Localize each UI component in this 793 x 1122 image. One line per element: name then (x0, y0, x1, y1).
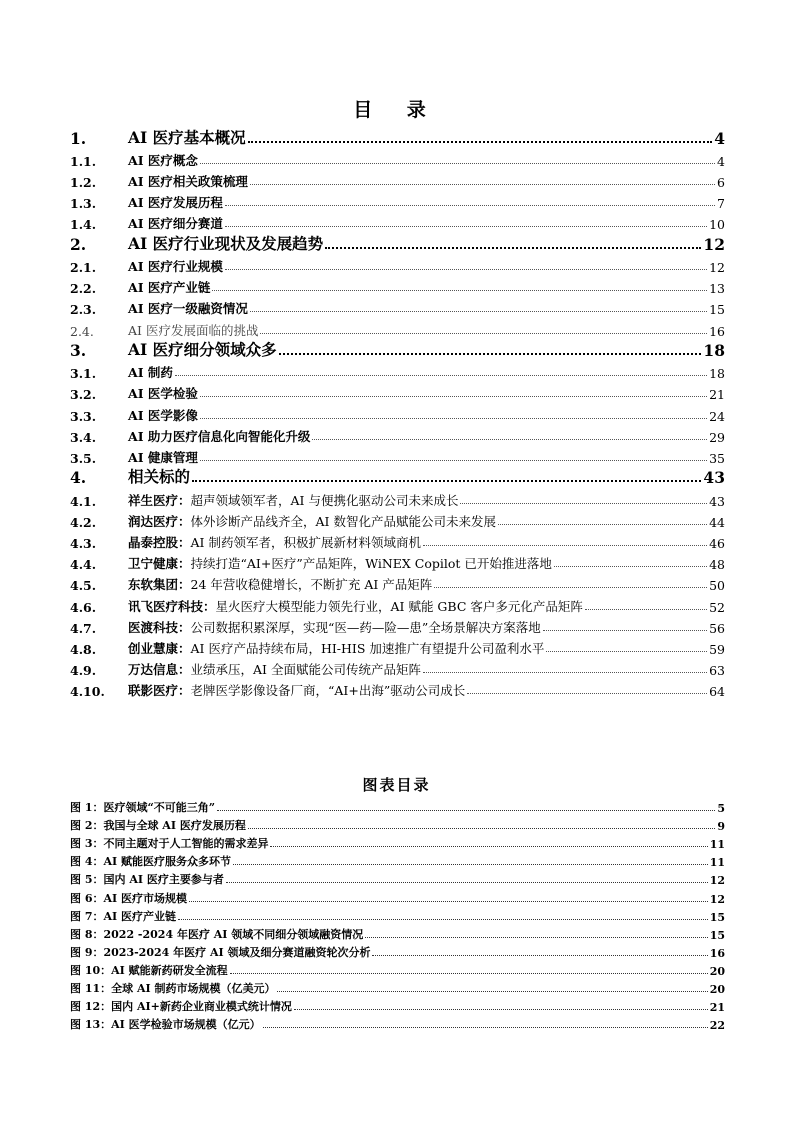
toc-entry[interactable] (70, 424, 725, 445)
dot-leader (212, 290, 707, 291)
figure-entry-page: 15 (709, 928, 725, 942)
toc-entry-page: 24 (709, 408, 725, 424)
figure-entry-title: 图 6：AI 医疗市场规模 (70, 891, 187, 905)
toc-entry-page: 59 (709, 641, 725, 657)
figure-entry-page: 9 (717, 820, 725, 834)
toc-entry-company: 东软集团： (128, 577, 191, 593)
dot-leader (250, 184, 715, 185)
toc-entry-page: 18 (709, 366, 725, 382)
toc-entry[interactable] (70, 678, 725, 699)
dot-leader (498, 524, 707, 525)
toc-entry-number: 4.6. (70, 599, 97, 615)
toc-entry-company: 卫宁健康： (128, 556, 191, 572)
dot-leader (200, 418, 707, 419)
toc-entry-number: 4. (70, 468, 87, 488)
toc-entry-number: 3.1. (70, 366, 97, 382)
toc-entry-page: 15 (709, 302, 725, 318)
dot-leader (294, 1009, 708, 1010)
toc-entry-page: 48 (709, 557, 725, 573)
figure-entry-page: 20 (709, 964, 725, 978)
toc-entry[interactable] (70, 445, 725, 466)
dot-leader (423, 672, 707, 673)
toc-entry-page: 16 (709, 323, 725, 339)
toc-entry-company: 创业慧康： (128, 640, 191, 656)
toc-entry[interactable] (70, 317, 725, 338)
toc-entry[interactable] (70, 636, 725, 657)
toc-entry-title: AI 医学影像 (128, 407, 198, 423)
toc-entry-number: 2. (70, 234, 87, 254)
figure-entry[interactable] (70, 815, 725, 833)
figure-entry[interactable] (70, 996, 725, 1014)
figure-entry-page: 15 (709, 910, 725, 924)
toc-entry-title (128, 639, 544, 657)
toc-entry[interactable] (70, 232, 725, 254)
figure-entry-page: 12 (709, 874, 725, 888)
toc-entry[interactable] (70, 402, 725, 423)
toc-entry-number: 4.5. (70, 578, 97, 594)
toc-entry-number: 1.1. (70, 153, 97, 169)
toc-entry-title (128, 554, 552, 572)
toc-entry-title: AI 医疗产业链 (128, 280, 211, 296)
toc-entry-title: AI 医疗概念 (128, 152, 198, 168)
dot-leader (460, 503, 707, 504)
figure-entry-page: 21 (709, 1001, 725, 1015)
dot-leader (250, 311, 707, 312)
toc-entry[interactable] (70, 339, 725, 361)
toc-entry[interactable] (70, 275, 725, 296)
toc-entry-number: 4.8. (70, 641, 97, 657)
toc-entry-company: 讯飞医疗科技： (128, 598, 216, 614)
toc-entry-description: 业绩承压，AI 全面赋能公司传统产品矩阵 (190, 662, 421, 678)
toc-entry-number: 3. (70, 341, 87, 360)
toc-entry[interactable] (70, 572, 725, 593)
toc-entry-page: 52 (709, 599, 725, 615)
toc-entry-number: 4.2. (70, 514, 97, 530)
toc-entry-page: 7 (717, 196, 725, 212)
toc-entry-description: 24 年营收稳健增长，不断扩充 AI 产品矩阵 (190, 577, 433, 593)
dot-leader (365, 937, 707, 938)
figure-entry-title: 图 4：AI 赋能医疗服务众多环节 (70, 855, 231, 869)
toc-entry-page: 56 (709, 620, 725, 636)
toc-entry-description: 星火医疗大模型能力领先行业，AI 赋能 GBC 客户多元化产品矩阵 (215, 598, 583, 614)
figure-index-list (70, 797, 725, 1032)
toc-entry-title: AI 医疗细分赛道 (128, 216, 223, 232)
dot-leader (260, 333, 707, 334)
figure-entry-page: 11 (709, 856, 725, 870)
toc-entry-page: 12 (703, 234, 725, 254)
toc-entry[interactable] (70, 126, 725, 148)
toc-entry-title: AI 医疗细分领域众多 (128, 340, 277, 359)
figure-entry-page: 12 (709, 892, 725, 906)
toc-entry-page: 29 (709, 429, 725, 445)
dot-leader (546, 651, 707, 652)
toc-entry[interactable] (70, 615, 725, 636)
figure-entry[interactable] (70, 833, 725, 851)
toc-entry-title: AI 医疗基本概况 (128, 127, 246, 147)
toc-entry-title: AI 医学检验 (128, 386, 198, 402)
figure-entry-title: 图 11：全球 AI 制药市场规模（亿美元） (70, 982, 276, 996)
toc-entry-number: 4.10. (70, 684, 105, 700)
toc-entry-title (128, 512, 496, 530)
toc-entry-description: 超声领域领军者，AI 与便携化驱动公司未来成长 (190, 492, 459, 508)
toc-entry-title: AI 医疗行业规模 (128, 258, 223, 274)
figure-entry[interactable] (70, 924, 725, 942)
toc-entry-title (128, 681, 465, 699)
figure-entry-page: 20 (709, 983, 725, 997)
toc-entry-page: 50 (709, 578, 725, 594)
dot-leader (226, 882, 708, 883)
toc-entry-description: 持续打造“AI+医疗”产品矩阵，WiNEX Copilot 已开始推进落地 (190, 556, 552, 572)
toc-entry-page: 13 (709, 281, 725, 297)
toc-entry-number: 4.4. (70, 557, 97, 573)
toc-entry-company: 祥生医疗： (128, 492, 191, 508)
figure-entry-title: 图 10：AI 赋能新药研发全流程 (70, 963, 228, 977)
dot-leader (225, 269, 707, 270)
toc-entry-number: 3.5. (70, 450, 97, 466)
dot-leader (434, 587, 707, 588)
figure-entry-title: 图 12：国内 AI+新药企业商业模式统计情况 (70, 1000, 292, 1014)
toc-entry[interactable] (70, 466, 725, 488)
toc-entry-number: 1.4. (70, 217, 97, 233)
figure-entry[interactable] (70, 869, 725, 887)
toc-entry-company: 联影医疗： (128, 683, 191, 699)
figure-entry-title: 图 3：不同主题对于人工智能的需求差异 (70, 837, 269, 851)
figure-entry-title: 图 9：2023-2024 年医疗 AI 领域及细分赛道融资轮次分析 (70, 945, 371, 959)
figure-entry[interactable] (70, 960, 725, 978)
toc-entry-title: AI 医疗发展历程 (128, 195, 223, 211)
toc-entry-page: 44 (709, 514, 725, 530)
dot-leader (233, 864, 708, 865)
toc-entry-title: AI 助力医疗信息化向智能化升级 (128, 428, 311, 444)
dot-leader (554, 566, 707, 567)
figure-entry-title: 图 1：医疗领域“不可能三角” (70, 801, 216, 815)
toc-entry[interactable] (70, 254, 725, 275)
dot-leader (372, 955, 707, 956)
toc-entry-number: 1.3. (70, 196, 97, 212)
dot-leader (248, 141, 713, 143)
toc-entry-page: 43 (703, 468, 725, 488)
toc-entry-description: AI 制药领军者，积极扩展新材料领域商机 (190, 535, 421, 550)
toc-entry-title: AI 医疗发展面临的挑战 (128, 322, 259, 338)
dot-leader (225, 226, 707, 227)
toc-entry-title (128, 660, 421, 678)
dot-leader (200, 460, 707, 461)
toc-entry-page: 4 (714, 128, 725, 148)
toc-entry[interactable] (70, 509, 725, 530)
figure-entry-page: 5 (717, 802, 725, 816)
toc-entry-title (128, 575, 432, 593)
toc-entry-company: 晶泰控股： (128, 535, 191, 550)
dot-leader (325, 247, 701, 249)
toc-entry[interactable] (70, 211, 725, 232)
toc-entry-title: AI 制药 (128, 365, 173, 381)
toc-entry-page: 63 (709, 663, 725, 679)
toc-entry[interactable] (70, 657, 725, 678)
toc-entry-description: AI 医疗产品持续布局，HI-HIS 加速推广有望提升公司盈利水平 (190, 640, 545, 656)
toc-entry-number: 3.3. (70, 408, 97, 424)
toc-entry[interactable] (70, 360, 725, 381)
toc-entry[interactable] (70, 148, 725, 169)
dot-leader (217, 810, 715, 811)
toc-entry[interactable] (70, 169, 725, 190)
toc-entry-number: 4.9. (70, 663, 97, 679)
figure-entry[interactable] (70, 942, 725, 960)
toc-entry-page: 18 (703, 341, 725, 360)
figure-index-title: 图表目录 (362, 776, 431, 794)
dot-leader (277, 991, 707, 992)
toc-entry-title: 相关标的 (128, 467, 191, 487)
dot-leader (200, 396, 707, 397)
toc-entry-description: 公司数据积累深厚，实现“医—药—险—患”全场景解决方案落地 (190, 619, 541, 635)
figure-entry-page: 16 (709, 946, 725, 960)
toc-entry-page: 10 (709, 217, 725, 233)
toc-entry-number: 1.2. (70, 174, 97, 190)
toc-entry-number: 2.1. (70, 259, 97, 275)
dot-leader (230, 973, 708, 974)
toc-entry[interactable] (70, 593, 725, 614)
figure-entry[interactable] (70, 851, 725, 869)
toc-entry-number: 1. (70, 128, 87, 148)
toc-entry-number: 2.2. (70, 281, 97, 297)
figure-entry-title: 图 5：国内 AI 医疗主要参与者 (70, 873, 224, 887)
toc-entry-page: 6 (717, 174, 725, 190)
toc-entry-number: 4.3. (70, 536, 97, 551)
toc-entry-title: AI 医疗行业现状及发展趋势 (128, 233, 324, 253)
toc-entry-title: AI 健康管理 (128, 449, 198, 465)
toc-entry-page: 43 (709, 493, 725, 509)
figure-entry[interactable] (70, 906, 725, 924)
toc-entry-title (128, 533, 421, 551)
toc-entry-title (128, 618, 541, 636)
figure-entry[interactable] (70, 797, 725, 815)
dot-leader (312, 439, 707, 440)
dot-leader (225, 205, 715, 206)
toc-entry[interactable] (70, 381, 725, 402)
figure-entry-title: 图 8：2022 -2024 年医疗 AI 领域不同细分领域融资情况 (70, 927, 364, 941)
dot-leader (467, 693, 707, 694)
dot-leader (248, 828, 716, 829)
dot-leader (200, 163, 715, 164)
toc-entry-page: 35 (709, 450, 725, 466)
toc-entry-company: 医渡科技： (128, 619, 191, 635)
toc-entry-title (128, 491, 458, 509)
figure-entry-page: 11 (709, 838, 725, 852)
dot-leader (270, 846, 707, 847)
toc-entry[interactable] (70, 296, 725, 317)
toc-entry[interactable] (70, 551, 725, 572)
toc-entry-description: 体外诊断产品线齐全，AI 数智化产品赋能公司未来发展 (190, 513, 496, 529)
dot-leader (279, 353, 702, 355)
toc-entry-number: 4.1. (70, 493, 97, 509)
dot-leader (189, 901, 708, 902)
toc-entry-page: 12 (709, 259, 725, 275)
toc-entry-page: 21 (709, 387, 725, 403)
figure-entry-title: 图 7：AI 医疗产业链 (70, 909, 176, 923)
toc-entry[interactable] (70, 530, 725, 551)
toc-title: 目 录 (353, 99, 440, 121)
figure-entry[interactable] (70, 887, 725, 905)
figure-entry[interactable] (70, 1014, 725, 1032)
toc-entry-page: 64 (709, 684, 725, 700)
toc-entry-page: 4 (717, 153, 725, 169)
toc-list (70, 126, 725, 699)
dot-leader (192, 480, 701, 482)
toc-entry-number: 2.3. (70, 302, 97, 318)
dot-leader (175, 375, 707, 376)
figure-entry-title: 图 2：我国与全球 AI 医疗发展历程 (70, 819, 246, 833)
toc-entry[interactable] (70, 487, 725, 508)
toc-entry-title (128, 597, 583, 615)
toc-entry-company: 万达信息： (128, 662, 191, 678)
toc-entry-number: 3.4. (70, 429, 97, 445)
toc-entry-title: AI 医疗一级融资情况 (128, 301, 248, 317)
dot-leader (178, 919, 708, 920)
toc-entry-number: 3.2. (70, 387, 97, 403)
toc-entry-number: 4.7. (70, 620, 97, 636)
toc-entry-description: 老牌医学影像设备厂商，“AI+出海”驱动公司成长 (190, 683, 466, 699)
toc-entry-company: 润达医疗： (128, 513, 191, 529)
figure-entry-title: 图 13：AI 医学检验市场规模（亿元） (70, 1018, 261, 1032)
toc-entry-page: 46 (709, 536, 725, 551)
dot-leader (585, 609, 707, 610)
dot-leader (543, 630, 707, 631)
toc-entry[interactable] (70, 190, 725, 211)
dot-leader (263, 1027, 708, 1028)
toc-entry-title: AI 医疗相关政策梳理 (128, 173, 248, 189)
toc-entry-number: 2.4. (70, 323, 94, 339)
dot-leader (423, 545, 707, 546)
figure-entry[interactable] (70, 978, 725, 996)
figure-entry-page: 22 (709, 1019, 725, 1033)
